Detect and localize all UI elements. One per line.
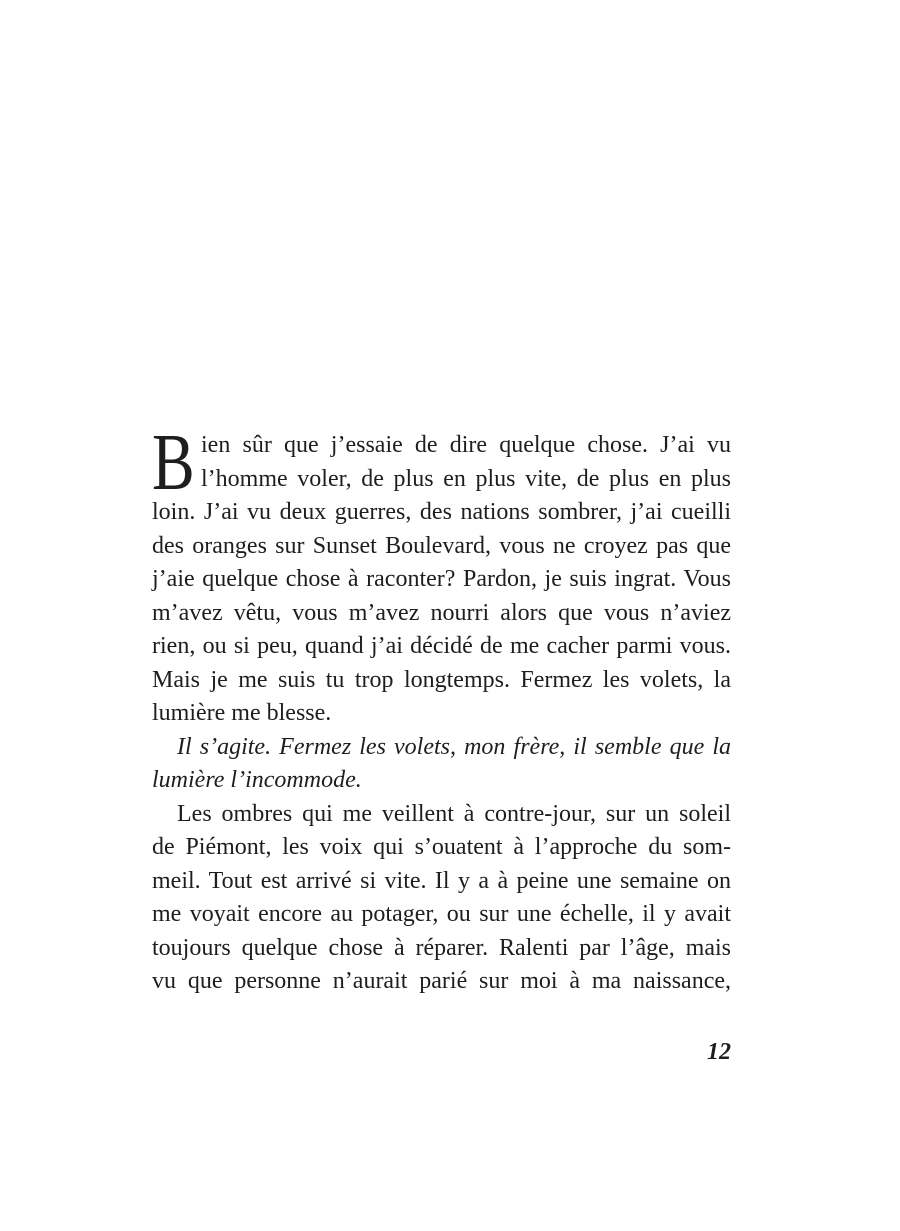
- paragraph: [152, 731, 731, 798]
- paragraph: [152, 419, 731, 731]
- text-line: ien sûr que j’essaie de dire quelque chose. J’ai vu: [201, 432, 731, 458]
- text-line: des oranges sur Sunset Boulevard, vous ne croyez pas que: [152, 532, 731, 559]
- drop-cap-letter: B: [152, 419, 195, 507]
- text-line: lumière me blesse.: [152, 700, 332, 726]
- text-line: meil. Tout est arrivé si vite. Il y a à peine une semaine on: [152, 867, 731, 894]
- text-line: m’avez vêtu, vous m’avez nourri alors que vous n’aviez: [152, 599, 731, 626]
- text-line: loin. J’ai vu deux guerres, des nations sombrer, j’ai cueilli: [152, 499, 731, 525]
- text-line: Les ombres qui me veillent à contre-jour, sur un soleil: [177, 800, 731, 827]
- text-block: [152, 419, 731, 999]
- text-line: lumière l’incommode.: [152, 767, 362, 793]
- text-line: Mais je me suis tu trop longtemps. Fermez les volets, la: [152, 666, 731, 693]
- text-line: l’homme voler, de plus en plus vite, de plus en plus: [201, 465, 731, 492]
- text-line: j’aie quelque chose à raconter? Pardon, je suis ingrat. Vous: [152, 566, 731, 592]
- page-number: 12: [707, 1039, 731, 1065]
- paragraph: [152, 798, 731, 999]
- text-line: de Piémont, les voix qui s’ouatent à l’approche du som-: [152, 834, 731, 860]
- text-line: vu que personne n’aurait parié sur moi à ma naissance,: [152, 968, 731, 994]
- text-line: Il s’agite. Fermez les volets, mon frère, il semble que la: [177, 733, 731, 760]
- text-line: rien, ou si peu, quand j’ai décidé de me cacher parmi vous.: [152, 633, 731, 659]
- text-line: toujours quelque chose à réparer. Ralenti par l’âge, mais: [152, 934, 731, 961]
- text-line: me voyait encore au potager, ou sur une échelle, il y avait: [152, 901, 731, 927]
